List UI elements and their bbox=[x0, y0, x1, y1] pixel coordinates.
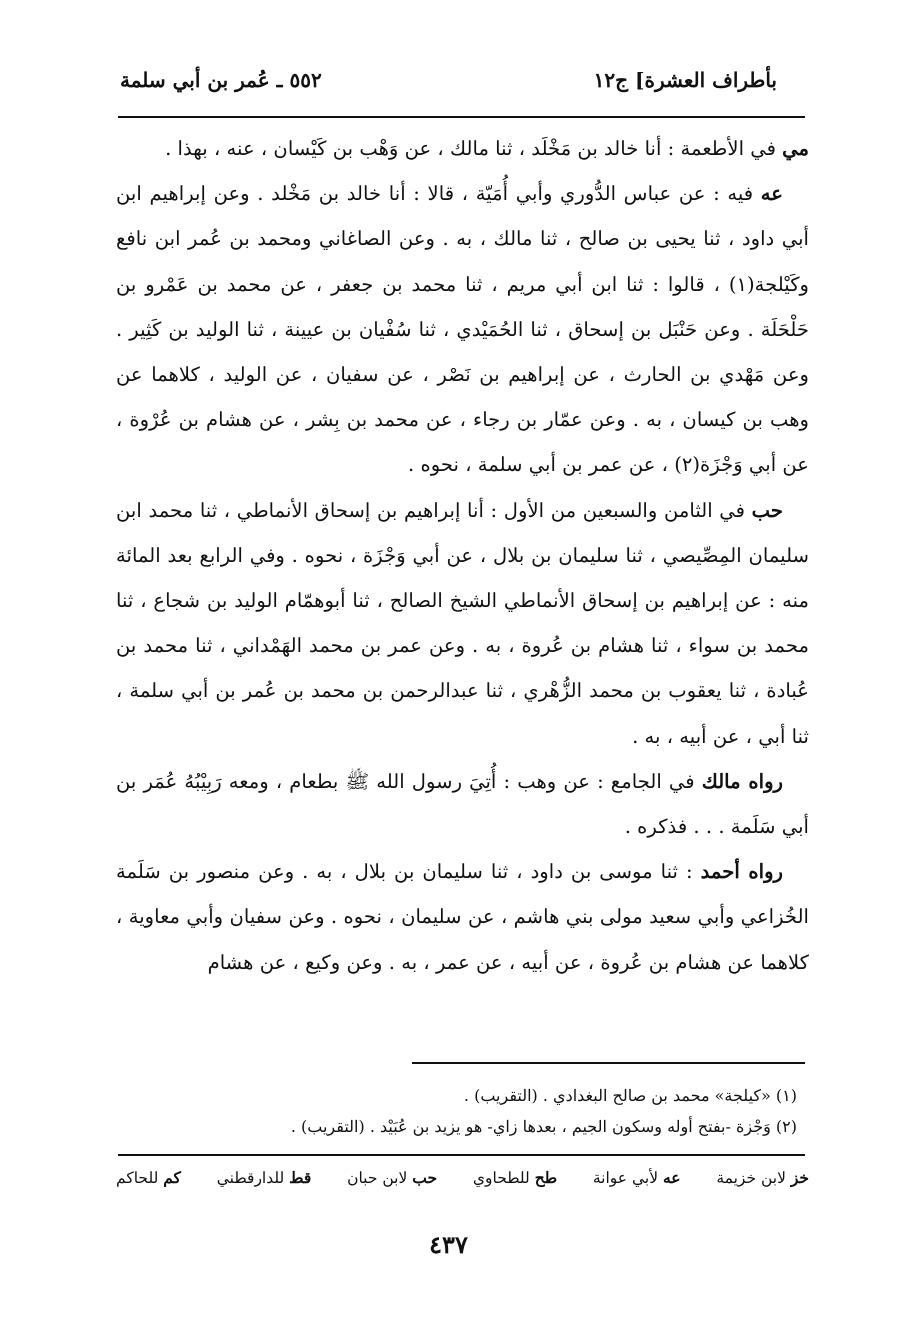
footnote: (٢) وَجْزة -بفتح أوله وسكون الجيم ، بعدها زاي- هو يزيد بن عُبَيْد . (التقريب) . bbox=[290, 1117, 797, 1136]
paragraph-text: في الجامع : عن وهب : أُتِيَ رسول الله ﷺ بطعام ، ومعه رَبِيْبُهُ عُمَر بن أبي سَلَمة . . . فذكره . bbox=[116, 769, 809, 839]
abbreviation-item: طح للطحاوي bbox=[472, 1168, 558, 1187]
running-header bbox=[120, 58, 777, 102]
source-code: مي bbox=[782, 137, 809, 160]
source-code: رواه مالك bbox=[701, 769, 783, 793]
main-text bbox=[116, 126, 809, 985]
footnote-rule bbox=[412, 1062, 805, 1064]
paragraph bbox=[116, 849, 809, 985]
abbreviation-item: عه لأبي عوانة bbox=[592, 1168, 681, 1187]
paragraph-text: في الأطعمة : أنا خالد بن مَخْلَد ، ثنا مالك ، عن وَهْب بن كَيْسان ، عنه ، بهذا . bbox=[165, 137, 783, 160]
footer-rule bbox=[118, 1154, 805, 1156]
source-code: عه bbox=[760, 182, 783, 206]
abbreviation-item: قط للدارقطني bbox=[216, 1168, 312, 1187]
paragraph bbox=[116, 171, 809, 487]
source-code: حب bbox=[751, 498, 783, 522]
paragraph-text: : ثنا موسى بن داود ، ثنا سليمان بن بلال ، به . وعن منصور بن سَلَمة الخُزاعي وأبي سعيد مولى بني هاشم ، عن سليمان ، نحوه . وعن سفيان وأبي معاوية ، كلاهما عن هشام بن عُروة ، عن أبيه ، عن عمر ، به . وعن وكيع ، عن هشام bbox=[116, 860, 809, 974]
header-book-title: بأطراف العشرة] ج١٢ bbox=[593, 68, 777, 92]
header-rule bbox=[118, 116, 805, 118]
abbreviation-key bbox=[116, 1168, 809, 1187]
abbreviation-item: حب لابن حبان bbox=[347, 1168, 438, 1187]
paragraph bbox=[116, 126, 809, 171]
abbreviation-item: كم للحاكم bbox=[116, 1168, 181, 1187]
page-number: ٤٣٧ bbox=[429, 1230, 468, 1259]
paragraph bbox=[116, 759, 809, 849]
abbreviation-item: خز لابن خزيمة bbox=[716, 1168, 809, 1187]
paragraph bbox=[116, 488, 809, 759]
footnotes bbox=[120, 1080, 797, 1142]
header-chapter-title: ٥٥٢ ـ عُمر بن أبي سلمة bbox=[120, 68, 322, 92]
source-code: رواه أحمد bbox=[700, 860, 784, 884]
footnote: (١) «كيلجة» محمد بن صالح البغدادي . (التقريب) . bbox=[463, 1086, 797, 1105]
paragraph-text: في الثامن والسبعين من الأول : أنا إبراهيم بن إسحاق الأنماطي ، ثنا محمد ابن سليمان المِصِّيصي ، ثنا سليمان بن بلال ، عن أبي وَجْزَة ، نحوه . وفي الرابع بعد المائة منه : عن إبراهيم بن إسحاق الأنماطي الشيخ الصالح ، ثنا أبوهمّام الوليد بن شجاع ، ثنا محمد بن سواء ، ثنا هشام بن عُروة ، به . وعن عمر بن محمد الهَمْداني ، ثنا محمد بن عُبادة ، ثنا يعقوب بن محمد الزُّهْري ، ثنا عبدالرحمن بن محمد بن عُمر بن أبي سلمة ، ثنا أبي ، عن أبيه ، به . bbox=[116, 498, 809, 748]
paragraph-text: فيه : عن عباس الدُّوري وأبي أُمَيّة ، قالا : أنا خالد بن مَخْلد . وعن إبراهيم ابن أبي داود ، ثنا يحيى بن صالح ، ثنا مالك ، به . وعن الصاغاني ومحمد بن عُمر ابن نافع وكَيْلجة(١) ، قالوا : ثنا ابن أبي مريم ، ثنا محمد بن جعفر ، عن محمد بن عَمْرو بن حَلْحَلَة . وعن حَنْبَل بن إسحاق ، ثنا الحُمَيْدي ، ثنا سُفْيان بن عيينة ، ثنا الوليد بن كَثِير . وعن مَهْدي بن الحارث ، عن إبراهيم بن نَصْر ، عن سفيان ، عن الوليد ، كلاهما عن وهب بن كيسان ، به . وعن عمّار بن رجاء ، عن محمد بن بِشر ، عن هشام بن عُرْوة ، عن أبي وَجْزَة(٢) ، عن عمر بن أبي سلمة ، نحوه . bbox=[116, 182, 809, 477]
